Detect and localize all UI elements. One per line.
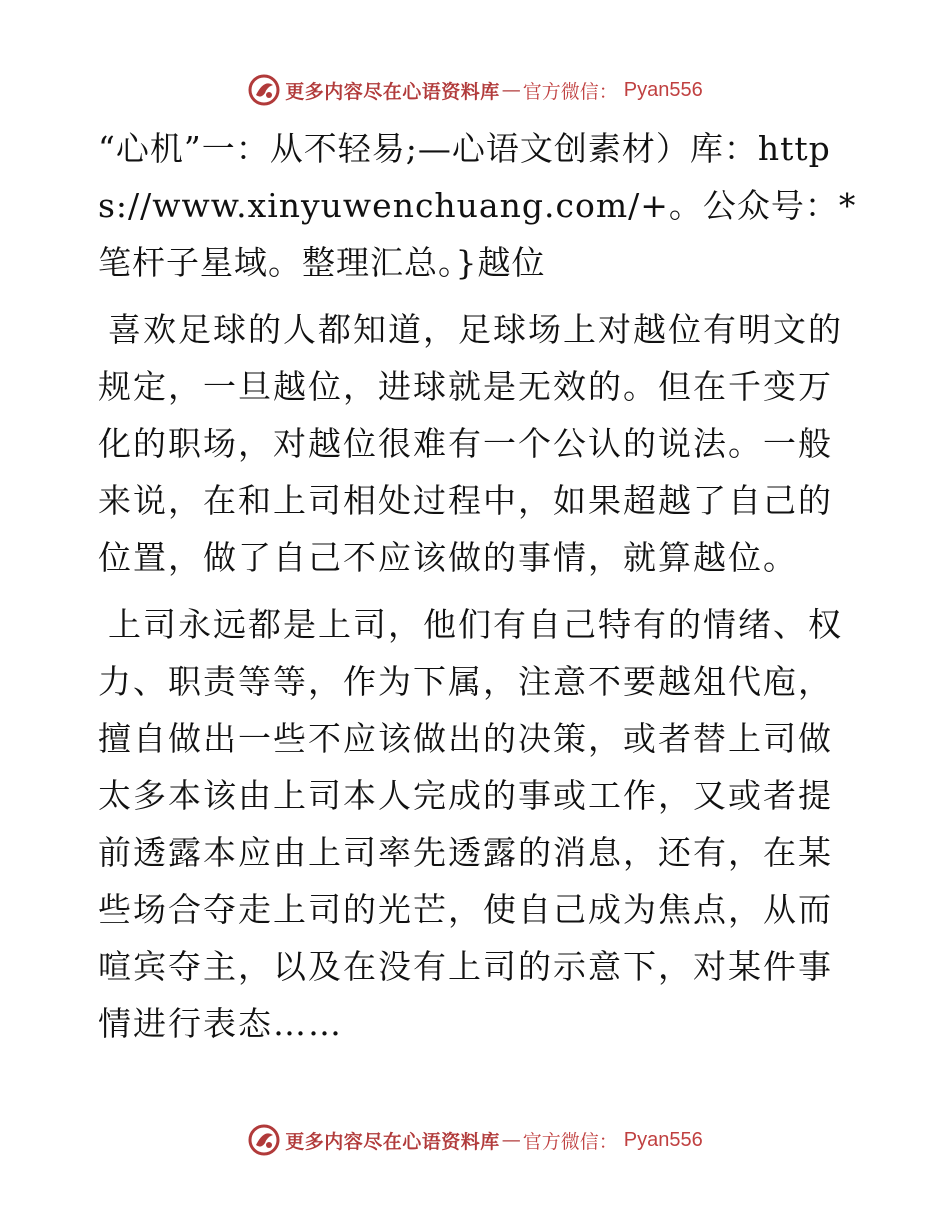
red-seal-logo-icon	[247, 1123, 281, 1157]
banner-text: 更多内容尽在心语资料库	[285, 1130, 500, 1153]
header-banner	[0, 70, 950, 110]
banner-wechat-label: 官方微信：	[522, 1130, 618, 1153]
footer-banner	[0, 1120, 950, 1160]
banner-separator: —	[501, 79, 521, 101]
document-body	[98, 120, 858, 1062]
banner-wechat-id: Pyan556	[623, 1128, 703, 1151]
banner-wechat-label: 官方微信：	[522, 80, 618, 103]
paragraph-1: 喜欢足球的人都知道，足球场上对越位有明文的规定，一旦越位，进球就是无效的。但在千变万化的职场，对越位很难有一个公认的说法。一般来说，在和上司相处过程中，如果超越了自己的位置，做了自己不应该做的事情，就算越位。	[98, 310, 843, 577]
banner-text: 更多内容尽在心语资料库	[285, 80, 500, 103]
document-title-line: “心机”一：从不轻易;—心语文创素材）库：https://www.xinyuwenchuang.com/+。公众号：*笔杆子星域。整理汇总。}越位	[98, 129, 857, 282]
paragraph-2: 上司永远都是上司，他们有自己特有的情绪、权力、职责等等，作为下属，注意不要越俎代庖，擅自做出一些不应该做出的决策，或者替上司做太多本该由上司本人完成的事或工作，又或者提前透露本应由上司率先透露的消息，还有，在某些场合夺走上司的光芒，使自己成为焦点，从而喧宾夺主，以及在没有上司的示意下，对某件事情进行表态……	[98, 605, 843, 1043]
red-seal-logo-icon	[247, 73, 281, 107]
banner-wechat-id: Pyan556	[623, 78, 703, 101]
banner-separator: —	[501, 1129, 521, 1151]
